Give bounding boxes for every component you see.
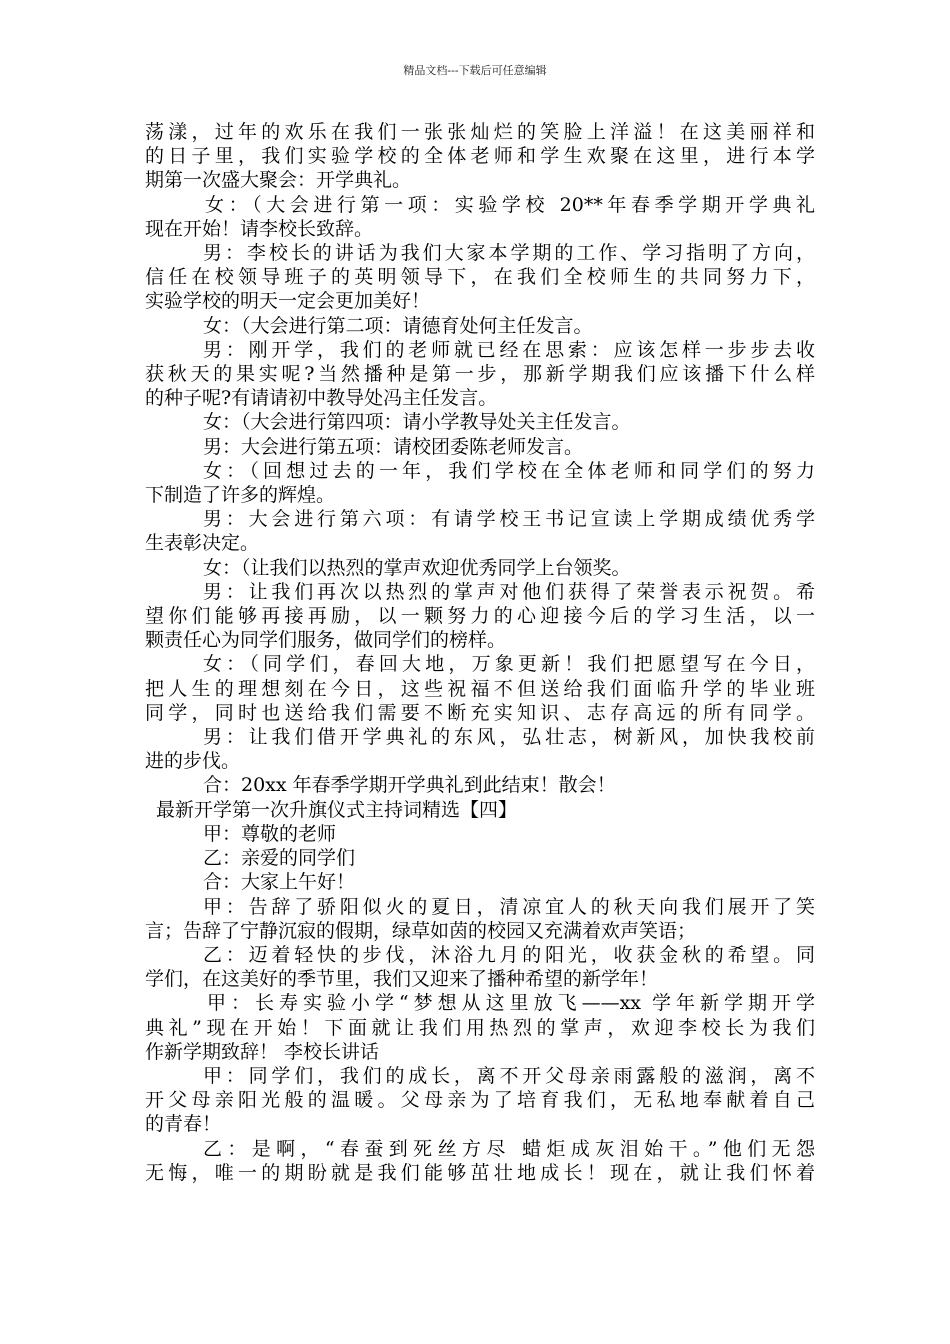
text-line: 男：大会进行第六项：有请学校王书记宣读上学期成绩优秀学 [203,508,815,531]
text-line: 信任在校领导班子的英明领导下，在我们全校师生的共同努力下， [145,266,815,289]
text-line: 同学，同时也送给我们需要不断充实知识、志存高远的所有同学。 [145,701,815,724]
text-line: 女：（大会进行第四项：请小学教导处关主任发言。 [203,411,631,434]
text-line: 甲：尊敬的老师 [203,822,337,845]
text-line: 男：李校长的讲话为我们大家本学期的工作、学习指明了方向， [203,242,815,265]
text-line: 合：20xx 年春季学期开学典礼到此结束！散会！ [203,774,616,797]
text-line: 把人生的理想刻在今日，这些祝福不但送给我们面临升学的毕业班 [145,677,815,700]
text-line: 甲：同学们，我们的成长，离不开父母亲雨露般的滋润，离不 [203,1064,815,1087]
text-line: 无悔，唯一的期盼就是我们能够茁壮地成长！现在，就让我们怀着 [145,1161,815,1184]
text-line: 的青春！ [145,1113,222,1136]
text-line: 获秋天的果实呢?当然播种是第一步，那新学期我们应该播下什么样 [145,363,815,386]
text-line: 开父母亲阳光般的温暖。父母亲为了培育我们，无私地奉献着自己 [145,1089,815,1112]
text-line: 作新学期致辞！ 李校长讲话 [145,1040,380,1063]
text-line: 望你们能够再接再励，以一颗努力的心迎接今后的学习生活，以一 [145,605,815,628]
text-line: 言；告辞了宁静沉寂的假期，绿草如茵的校园又充满着欢声笑语； [145,919,697,942]
text-line: 进的步伐。 [145,750,241,773]
text-line: 男：刚开学，我们的老师就已经在思索：应该怎样一步步去收 [203,338,815,361]
text-line: 期第一次盛大聚会：开学典礼。 [145,169,412,192]
text-line: 男：让我们借开学典礼的东风，弘壮志，树新风，加快我校前 [203,726,815,749]
text-line: 荡漾，过年的欢乐在我们一张张灿烂的笑脸上洋溢！在这美丽祥和 [145,121,815,143]
text-line: 女：（大会进行第二项：请德育处何主任发言。 [203,314,593,337]
text-line: 实验学校的明天一定会更加美好！ [145,290,431,313]
text-line: 现在开始！请李校长致辞。 [145,217,374,240]
text-line: 甲：长寿实验小学“梦想从这里放飞——xx 学年新学期开学 [207,992,815,1015]
text-line: 典礼”现在开始！下面就让我们用热烈的掌声，欢迎李校长为我们 [145,1016,815,1039]
text-line: 乙：迈着轻快的步伐，沐浴九月的阳光，收获金秋的希望。同 [203,943,815,966]
text-line: 乙：是啊，“春蚕到死丝方尽 蜡炬成灰泪始干。”他们无怨 [203,1137,815,1160]
text-line: 乙：亲爱的同学们 [203,847,356,870]
text-line: 下制造了许多的辉煌。 [145,484,336,507]
text-line: 男：让我们再次以热烈的掌声对他们获得了荣誉表示祝贺。希 [203,580,815,603]
text-line: 男：大会进行第五项：请校团委陈老师发言。 [203,435,584,458]
text-line: 生表彰决定。 [145,532,260,555]
text-line: 的日子里，我们实验学校的全体老师和学生欢聚在这里，进行本学 [145,145,815,168]
text-line: 最新开学第一次升旗仪式主持词精选【四】 [156,798,518,821]
text-line: 女：（同学们，春回大地，万象更新！我们把愿望写在今日， [203,653,815,676]
text-line: 女：（大会进行第一项：实验学校 20**年春季学期开学典礼 [205,193,815,216]
text-line: 学们，在这美好的季节里，我们又迎来了播种希望的新学年！ [145,968,659,991]
text-line: 的种子呢?有请请初中教导处冯主任发言。 [145,387,498,410]
text-line: 合：大家上午好！ [203,871,356,894]
text-line: 女：（回想过去的一年，我们学校在全体老师和同学们的努力 [203,459,815,482]
text-line: 颗责任心为同学们服务，做同学们的榜样。 [145,629,507,652]
text-line: 女：（让我们以热烈的掌声欢迎优秀同学上台领奖。 [203,556,631,579]
page-header: 精品文档---下载后可任意编辑 [403,64,547,77]
document-body [145,120,815,1185]
text-line: 甲：告辞了骄阳似火的夏日，清凉宜人的秋天向我们展开了笑 [203,895,815,918]
